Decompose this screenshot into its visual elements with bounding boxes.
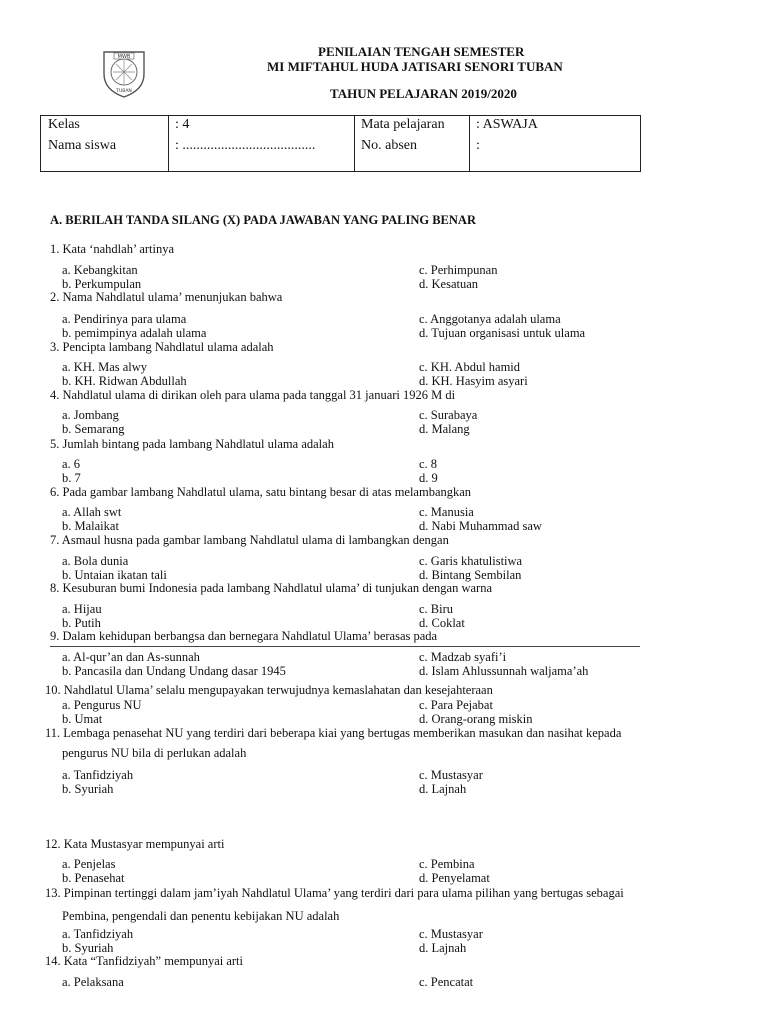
question-text: 12. Kata Mustasyar mempunyai arti xyxy=(45,837,225,851)
option-a[interactable]: a. Tanfidziyah xyxy=(62,768,134,782)
option-d[interactable]: d. Penyelamat xyxy=(419,871,490,885)
option-a[interactable]: a. Kebangkitan xyxy=(62,263,138,277)
option-d[interactable]: d. Bintang Sembilan xyxy=(419,568,522,582)
option-a[interactable]: a. Pengurus NU xyxy=(62,698,142,712)
question-text: 8. Kesuburan bumi Indonesia pada lambang Nahdlatul ulama’ di tunjukan dengan warna xyxy=(50,581,492,595)
table-divider xyxy=(354,116,355,171)
option-d[interactable]: d. Lajnah xyxy=(419,941,467,955)
question-text: 9. Dalam kehidupan berbangsa dan bernegara Nahdlatul Ulama’ berasas pada xyxy=(50,629,438,643)
option-c[interactable]: c. Mustasyar xyxy=(419,768,483,782)
question-text: 6. Pada gambar lambang Nahdlatul ulama, satu bintang besar di atas melambangkan xyxy=(50,485,472,499)
option-b[interactable]: b. Malaikat xyxy=(62,519,119,533)
option-b[interactable]: b. Syuriah xyxy=(62,782,114,796)
header-title-1: PENILAIAN TENGAH SEMESTER xyxy=(318,44,525,59)
question-text: 4. Nahdlatul ulama di dirikan oleh para ulama pada tanggal 31 januari 1926 M di xyxy=(50,388,456,402)
no-absen-field[interactable]: : xyxy=(476,138,480,153)
question-text-continued: Pembina, pengendali dan penentu kebijakan NU adalah xyxy=(62,909,340,923)
nama-siswa-field[interactable]: : ...................................... xyxy=(175,138,316,153)
option-b[interactable]: b. KH. Ridwan Abdullah xyxy=(62,374,187,388)
option-d[interactable]: d. Tujuan organisasi untuk ulama xyxy=(419,326,586,340)
student-info-table xyxy=(40,115,641,172)
option-c[interactable]: c. KH. Abdul hamid xyxy=(419,360,521,374)
option-c[interactable]: c. Pembina xyxy=(419,857,475,871)
question-text-continued: pengurus NU bila di perlukan adalah xyxy=(62,746,247,760)
option-c[interactable]: c. Biru xyxy=(419,602,454,616)
mata-pelajaran-label: Mata pelajaran xyxy=(361,117,445,132)
option-d[interactable]: d. 9 xyxy=(419,471,438,485)
question-text: 14. Kata “Tanfidziyah” mempunyai arti xyxy=(45,954,244,968)
question-text: 2. Nama Nahdlatul ulama’ menunjukan bahwa xyxy=(50,290,283,304)
option-c[interactable]: c. Garis khatulistiwa xyxy=(419,554,523,568)
option-a[interactable]: a. Tanfidziyah xyxy=(62,927,134,941)
header-title-2: MI MIFTAHUL HUDA JATISARI SENORI TUBAN xyxy=(267,59,563,74)
question-text: 11. Lembaga penasehat NU yang terdiri dari beberapa kiai yang bertugas memberikan masukan dan nasihat kepada xyxy=(45,726,622,740)
question-text: 13. Pimpinan tertinggi dalam jam’iyah Nahdlatul Ulama’ yang terdiri dari para ulama pilihan yang bertugas sebagai xyxy=(45,886,624,900)
option-a[interactable]: a. Pelaksana xyxy=(62,975,124,989)
option-c[interactable]: c. Surabaya xyxy=(419,408,478,422)
option-b[interactable]: b. Pancasila dan Undang Undang dasar 1945 xyxy=(62,664,286,678)
question-text: 5. Jumlah bintang pada lambang Nahdlatul ulama adalah xyxy=(50,437,334,451)
option-d[interactable]: d. Coklat xyxy=(419,616,465,630)
question-text: 1. Kata ‘nahdlah’ artinya xyxy=(50,242,175,256)
option-a[interactable]: a. Hijau xyxy=(62,602,102,616)
option-c[interactable]: c. Madzab syafi’i xyxy=(419,650,507,664)
option-c[interactable]: c. Para Pejabat xyxy=(419,698,493,712)
question-text: 10. Nahdlatul Ulama’ selalu mengupayakan terwujudnya kemaslahatan dan kesejahteraan xyxy=(45,683,493,697)
option-a[interactable]: a. KH. Mas alwy xyxy=(62,360,148,374)
option-c[interactable]: c. Manusia xyxy=(419,505,474,519)
mata-pelajaran-value: : ASWAJA xyxy=(476,117,538,132)
option-d[interactable]: d. Nabi Muhammad saw xyxy=(419,519,542,533)
option-b[interactable]: b. pemimpinya adalah ulama xyxy=(62,326,207,340)
logo-text-bottom: TUBAN xyxy=(116,89,132,94)
kelas-label: Kelas xyxy=(48,117,80,132)
option-b[interactable]: b. Penasehat xyxy=(62,871,125,885)
option-a[interactable]: a. Jombang xyxy=(62,408,119,422)
option-b[interactable]: b. Umat xyxy=(62,712,103,726)
option-a[interactable]: a. 6 xyxy=(62,457,81,471)
kelas-value: : 4 xyxy=(175,117,190,132)
option-c[interactable]: c. Anggotanya adalah ulama xyxy=(419,312,561,326)
option-c[interactable]: c. 8 xyxy=(419,457,438,471)
section-title: A. BERILAH TANDA SILANG (X) PADA JAWABAN YANG PALING BENAR xyxy=(50,213,476,227)
option-b[interactable]: b. Untaian ikatan tali xyxy=(62,568,167,582)
question-text: 3. Pencipta lambang Nahdlatul ulama adalah xyxy=(50,340,274,354)
option-b[interactable]: b. Perkumpulan xyxy=(62,277,142,291)
option-d[interactable]: d. Orang-orang miskin xyxy=(419,712,533,726)
option-a[interactable]: a. Penjelas xyxy=(62,857,116,871)
option-d[interactable]: d. Lajnah xyxy=(419,782,467,796)
option-b[interactable]: b. Putih xyxy=(62,616,101,630)
option-d[interactable]: d. KH. Hasyim asyari xyxy=(419,374,528,388)
option-a[interactable]: a. Pendirinya para ulama xyxy=(62,312,187,326)
option-a[interactable]: a. Allah swt xyxy=(62,505,122,519)
table-divider xyxy=(469,116,470,171)
option-c[interactable]: c. Mustasyar xyxy=(419,927,483,941)
no-absen-label: No. absen xyxy=(361,138,417,153)
nama-siswa-label: Nama siswa xyxy=(48,138,117,153)
divider-line xyxy=(50,646,640,647)
school-logo xyxy=(96,44,152,100)
option-b[interactable]: b. Syuriah xyxy=(62,941,114,955)
option-d[interactable]: d. Kesatuan xyxy=(419,277,479,291)
table-divider xyxy=(168,116,169,171)
option-d[interactable]: d. Malang xyxy=(419,422,470,436)
option-a[interactable]: a. Bola dunia xyxy=(62,554,129,568)
option-a[interactable]: a. Al-qur’an dan As-sunnah xyxy=(62,650,200,664)
option-b[interactable]: b. 7 xyxy=(62,471,81,485)
logo-text-top: MWB xyxy=(117,54,131,60)
option-d[interactable]: d. Islam Ahlussunnah waljama’ah xyxy=(419,664,589,678)
option-b[interactable]: b. Semarang xyxy=(62,422,125,436)
option-c[interactable]: c. Pencatat xyxy=(419,975,474,989)
option-c[interactable]: c. Perhimpunan xyxy=(419,263,498,277)
header-title-3: TAHUN PELAJARAN 2019/2020 xyxy=(330,86,517,101)
question-text: 7. Asmaul husna pada gambar lambang Nahdlatul ulama di lambangkan dengan xyxy=(50,533,449,547)
